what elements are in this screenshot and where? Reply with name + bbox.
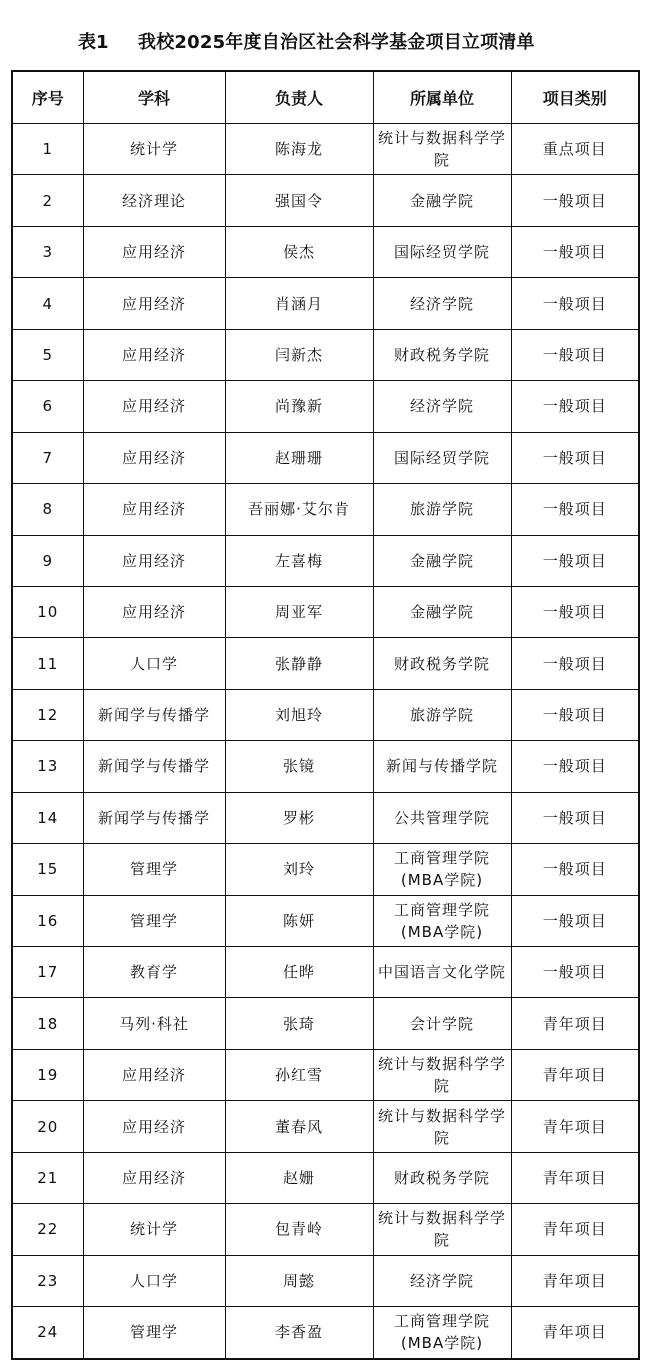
cell-category: 一般项目 [511,895,639,946]
table-row [12,329,639,380]
cell-leader: 陈妍 [225,895,373,946]
table-row [12,1307,639,1359]
cell-unit: 中国语言文化学院 [373,947,511,998]
cell-category: 青年项目 [511,1101,639,1152]
cell-discipline: 应用经济 [83,432,225,483]
table-row [12,278,639,329]
cell-category: 一般项目 [511,947,639,998]
cell-serial: 5 [12,329,83,380]
cell-discipline: 管理学 [83,895,225,946]
cell-discipline: 应用经济 [83,278,225,329]
cell-category: 青年项目 [511,1307,639,1359]
cell-discipline: 应用经济 [83,1101,225,1152]
cell-discipline: 统计学 [83,124,225,175]
cell-leader: 包青岭 [225,1204,373,1255]
table-row [12,1255,639,1306]
cell-leader: 刘旭玲 [225,689,373,740]
cell-leader: 任晔 [225,947,373,998]
cell-category: 一般项目 [511,226,639,277]
cell-category: 重点项目 [511,124,639,175]
cell-leader: 董春风 [225,1101,373,1152]
cell-leader: 罗彬 [225,792,373,843]
cell-category: 青年项目 [511,1049,639,1100]
header-leader: 负责人 [225,71,373,124]
cell-unit: 经济学院 [373,381,511,432]
table-row [12,535,639,586]
cell-unit: 财政税务学院 [373,329,511,380]
cell-leader: 闫新杰 [225,329,373,380]
cell-serial: 2 [12,175,83,226]
cell-category: 青年项目 [511,1255,639,1306]
cell-serial: 1 [12,124,83,175]
cell-leader: 张琦 [225,998,373,1049]
table-row [12,586,639,637]
header-category: 项目类别 [511,71,639,124]
cell-unit: 统计与数据科学学院 [373,1101,511,1152]
cell-discipline: 经济理论 [83,175,225,226]
table-row [12,1049,639,1100]
cell-unit: 财政税务学院 [373,1152,511,1203]
cell-leader: 周懿 [225,1255,373,1306]
cell-discipline: 应用经济 [83,1152,225,1203]
cell-category: 一般项目 [511,638,639,689]
cell-unit: 新闻与传播学院 [373,741,511,792]
project-list-table [11,70,640,1360]
cell-unit: 旅游学院 [373,484,511,535]
cell-serial: 10 [12,586,83,637]
table-row [12,381,639,432]
cell-serial: 11 [12,638,83,689]
cell-category: 一般项目 [511,535,639,586]
cell-discipline: 应用经济 [83,1049,225,1100]
table-row [12,432,639,483]
cell-serial: 21 [12,1152,83,1203]
cell-discipline: 新闻学与传播学 [83,741,225,792]
table-row [12,947,639,998]
cell-unit: 经济学院 [373,1255,511,1306]
cell-serial: 8 [12,484,83,535]
cell-category: 青年项目 [511,1152,639,1203]
cell-serial: 3 [12,226,83,277]
cell-unit: 国际经贸学院 [373,226,511,277]
cell-discipline: 教育学 [83,947,225,998]
cell-discipline: 新闻学与传播学 [83,689,225,740]
cell-leader: 赵珊珊 [225,432,373,483]
cell-category: 一般项目 [511,381,639,432]
table-row [12,689,639,740]
cell-serial: 6 [12,381,83,432]
cell-discipline: 马列·科社 [83,998,225,1049]
cell-leader: 肖涵月 [225,278,373,329]
table-body [12,124,639,1359]
cell-discipline: 人口学 [83,1255,225,1306]
cell-serial: 16 [12,895,83,946]
cell-unit: 旅游学院 [373,689,511,740]
cell-serial: 18 [12,998,83,1049]
table-row [12,844,639,895]
cell-serial: 7 [12,432,83,483]
cell-leader: 张镜 [225,741,373,792]
table-row [12,1204,639,1255]
header-serial: 序号 [12,71,83,124]
cell-discipline: 应用经济 [83,329,225,380]
cell-unit: 工商管理学院(MBA学院) [373,895,511,946]
cell-unit: 公共管理学院 [373,792,511,843]
table-row [12,638,639,689]
cell-unit: 工商管理学院(MBA学院) [373,844,511,895]
table-number: 表1 [78,32,109,53]
cell-leader: 吾丽娜·艾尔肯 [225,484,373,535]
table-row [12,175,639,226]
cell-serial: 23 [12,1255,83,1306]
cell-leader: 周亚军 [225,586,373,637]
cell-category: 一般项目 [511,278,639,329]
cell-serial: 14 [12,792,83,843]
cell-category: 一般项目 [511,689,639,740]
cell-serial: 24 [12,1307,83,1359]
cell-leader: 李香盈 [225,1307,373,1359]
cell-unit: 金融学院 [373,586,511,637]
cell-serial: 12 [12,689,83,740]
table-row [12,895,639,946]
cell-discipline: 应用经济 [83,226,225,277]
cell-unit: 金融学院 [373,535,511,586]
cell-serial: 22 [12,1204,83,1255]
cell-category: 一般项目 [511,432,639,483]
cell-unit: 国际经贸学院 [373,432,511,483]
header-discipline: 学科 [83,71,225,124]
cell-unit: 工商管理学院(MBA学院) [373,1307,511,1359]
cell-serial: 9 [12,535,83,586]
table-caption [0,28,650,58]
cell-unit: 统计与数据科学学院 [373,1049,511,1100]
cell-unit: 经济学院 [373,278,511,329]
cell-serial: 15 [12,844,83,895]
table-row [12,741,639,792]
cell-discipline: 应用经济 [83,484,225,535]
cell-leader: 尚豫新 [225,381,373,432]
cell-category: 一般项目 [511,175,639,226]
cell-serial: 13 [12,741,83,792]
cell-leader: 侯杰 [225,226,373,277]
cell-leader: 陈海龙 [225,124,373,175]
cell-serial: 20 [12,1101,83,1152]
cell-category: 青年项目 [511,1204,639,1255]
cell-discipline: 应用经济 [83,586,225,637]
table-row [12,484,639,535]
table-title: 我校2025年度自治区社会科学基金项目立项清单 [138,32,535,53]
cell-leader: 刘玲 [225,844,373,895]
table-header-row [12,71,639,124]
cell-serial: 17 [12,947,83,998]
cell-discipline: 应用经济 [83,535,225,586]
table-row [12,998,639,1049]
cell-leader: 赵姗 [225,1152,373,1203]
cell-serial: 4 [12,278,83,329]
cell-category: 一般项目 [511,586,639,637]
cell-category: 一般项目 [511,484,639,535]
cell-leader: 孙红雪 [225,1049,373,1100]
table-row [12,1152,639,1203]
cell-unit: 财政税务学院 [373,638,511,689]
cell-discipline: 新闻学与传播学 [83,792,225,843]
cell-serial: 19 [12,1049,83,1100]
cell-leader: 张静静 [225,638,373,689]
cell-discipline: 管理学 [83,844,225,895]
cell-unit: 统计与数据科学学院 [373,1204,511,1255]
cell-discipline: 管理学 [83,1307,225,1359]
cell-category: 一般项目 [511,792,639,843]
cell-unit: 金融学院 [373,175,511,226]
table-row [12,124,639,175]
table-row [12,226,639,277]
cell-category: 青年项目 [511,998,639,1049]
cell-unit: 会计学院 [373,998,511,1049]
cell-category: 一般项目 [511,329,639,380]
table-row [12,1101,639,1152]
cell-leader: 左喜梅 [225,535,373,586]
cell-unit: 统计与数据科学学院 [373,124,511,175]
table-row [12,792,639,843]
cell-category: 一般项目 [511,844,639,895]
cell-discipline: 统计学 [83,1204,225,1255]
cell-category: 一般项目 [511,741,639,792]
cell-discipline: 人口学 [83,638,225,689]
cell-leader: 强国令 [225,175,373,226]
cell-discipline: 应用经济 [83,381,225,432]
header-unit: 所属单位 [373,71,511,124]
